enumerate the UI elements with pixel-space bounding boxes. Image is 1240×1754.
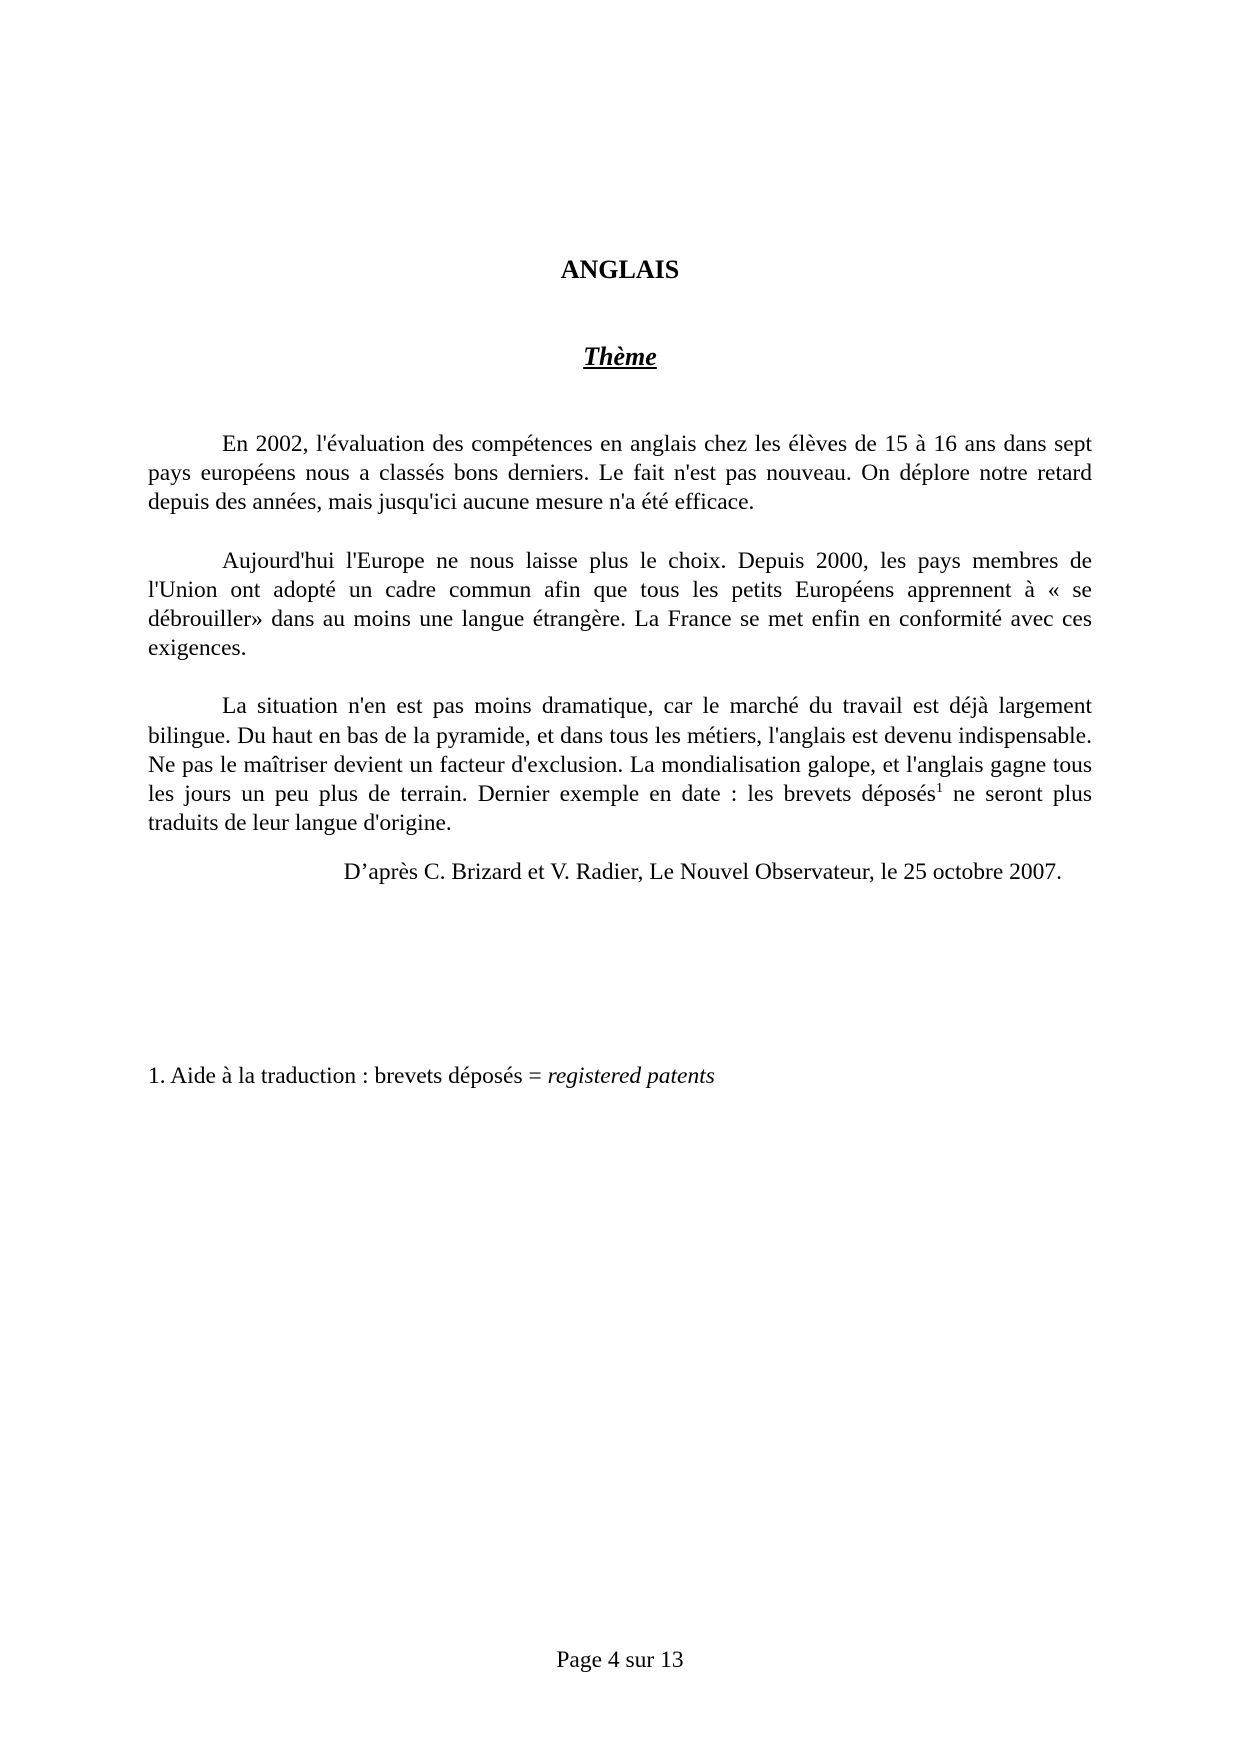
document-subtitle: Thème (583, 342, 657, 371)
document-body (148, 430, 1092, 838)
page-number: Page 4 sur 13 (556, 1647, 684, 1673)
paragraph-2: Aujourd'hui l'Europe ne nous laisse plus le choix. Depuis 2000, les pays membres de l'Union ont adopté un cadre commun afin que tous les petits Européens apprennent à « se débrouiller» dans au moins une langue étrangère. La France se met enfin en conformité avec ces exigences. (148, 547, 1092, 662)
footnote-term: registered patents (547, 1063, 715, 1089)
paragraph-3 (148, 692, 1092, 838)
paragraph-3-text-before-note: La situation n'en est pas moins dramatique, car le marché du travail est déjà largement bilingue. Du haut en bas de la pyramide, et dans tous les métiers, l'anglais est devenu indispensable. Ne pas le maîtriser devient un facteur d'exclusion. La mondialisation galope, et l'anglais gagne tous les jours un peu plus de terrain. Dernier exemple en date : les brevets déposés (148, 693, 1092, 808)
paragraph-3-text-after-note: ne seront plus traduits de leur langue d'origine. (148, 781, 1092, 837)
footnote (148, 1062, 1088, 1091)
footnote-prefix: 1. Aide à la traduction : brevets déposés = (148, 1063, 548, 1089)
document-title: ANGLAIS (560, 255, 680, 284)
source-citation: D’après C. Brizard et V. Radier, Le Nouvel Observateur, le 25 octobre 2007. (343, 859, 1062, 885)
paragraph-1: En 2002, l'évaluation des compétences en anglais chez les élèves de 15 à 16 ans dans sept pays européens nous a classés bons derniers. Le fait n'est pas nouveau. On déplore notre retard depuis des années, mais jusqu'ici aucune mesure n'a été efficace. (148, 431, 1092, 516)
footnote-marker: 1 (935, 781, 943, 797)
